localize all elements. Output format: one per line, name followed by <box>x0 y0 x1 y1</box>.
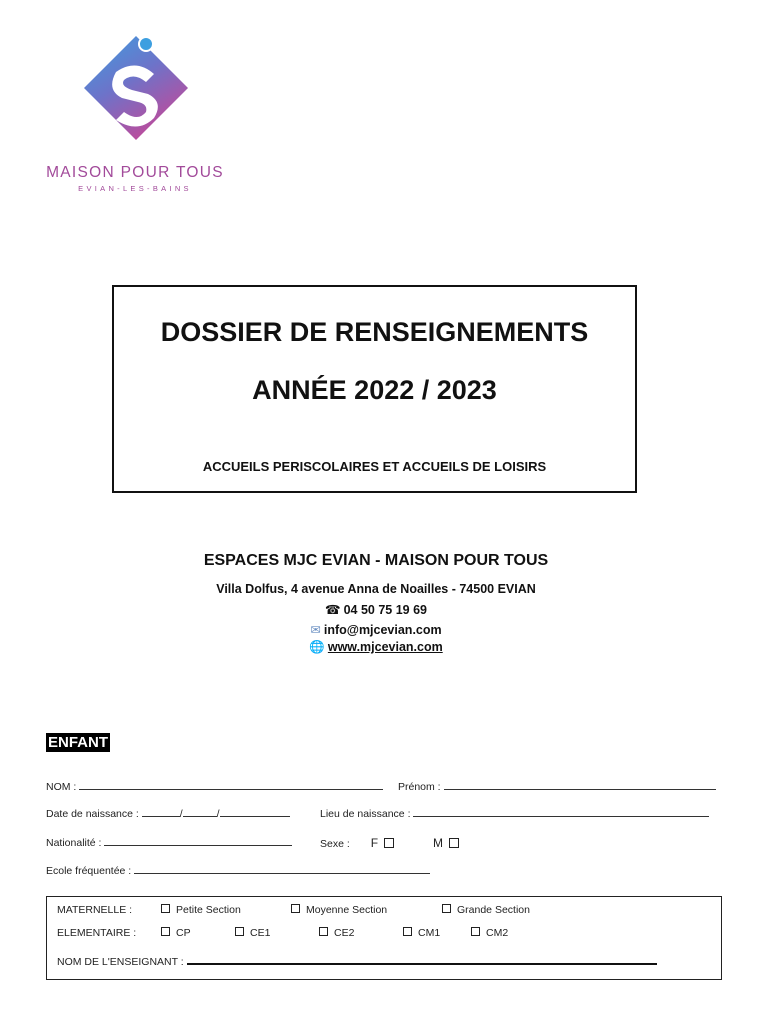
checkbox-icon[interactable] <box>291 904 300 913</box>
option-ce2[interactable]: CE2 <box>319 927 354 939</box>
org-website[interactable] <box>0 640 752 655</box>
sexe-label: Sexe : <box>320 838 350 850</box>
lieu-naissance-input[interactable] <box>413 807 709 817</box>
elementaire-label: ELEMENTAIRE : <box>57 927 137 939</box>
phone-icon: ☎ <box>325 603 341 617</box>
checkbox-icon[interactable] <box>235 927 244 936</box>
ecole-input[interactable] <box>134 864 430 874</box>
document-subtitle: ACCUEILS PERISCOLAIRES ET ACCUEILS DE LOISIRS <box>202 459 547 474</box>
checkbox-icon[interactable] <box>403 927 412 936</box>
sexe-f-label: F <box>370 836 379 850</box>
checkbox-icon[interactable] <box>471 927 480 936</box>
option-cm1[interactable]: CM1 <box>403 927 440 939</box>
option-cp[interactable]: CP <box>161 927 191 939</box>
checkbox-icon[interactable] <box>319 927 328 936</box>
phone-number: 04 50 75 19 69 <box>343 603 427 617</box>
globe-icon: 🌐 <box>309 640 325 654</box>
birth-month-input[interactable] <box>183 807 217 817</box>
nom-label: NOM : <box>46 781 77 793</box>
prenom-input[interactable] <box>444 780 716 790</box>
maison-pour-tous-logo-mark <box>76 28 196 158</box>
enseignant-field[interactable] <box>57 954 657 968</box>
date-naissance-label: Date de naissance : <box>46 808 139 820</box>
sexe-m-label: M <box>432 836 443 850</box>
birth-day-input[interactable] <box>142 807 180 817</box>
checkbox-icon[interactable] <box>442 904 451 913</box>
option-grande-section[interactable]: Grande Section <box>442 904 530 916</box>
nom-input[interactable] <box>79 780 383 790</box>
checkbox-icon[interactable] <box>161 904 170 913</box>
date-naissance-field[interactable]: Date de naissance : / / <box>46 807 290 820</box>
option-moyenne-section[interactable]: Moyenne Section <box>291 904 387 916</box>
logo-name: MAISON POUR TOUS <box>46 164 224 181</box>
website-link[interactable]: www.mjcevian.com <box>327 640 443 654</box>
ecole-field[interactable] <box>46 864 430 877</box>
nationalite-field[interactable] <box>46 836 292 849</box>
org-phone <box>0 602 752 617</box>
nom-field[interactable] <box>46 780 383 793</box>
option-cm2[interactable]: CM2 <box>471 927 508 939</box>
org-email[interactable] <box>0 622 752 637</box>
nationalite-input[interactable] <box>104 836 292 846</box>
prenom-field[interactable] <box>398 780 716 793</box>
enseignant-label: NOM DE L'ENSEIGNANT : <box>57 956 184 968</box>
sexe-m-checkbox[interactable] <box>449 838 459 848</box>
school-level-box <box>46 896 722 980</box>
checkbox-icon[interactable] <box>161 927 170 936</box>
enseignant-input[interactable] <box>187 954 657 965</box>
sexe-field <box>320 836 459 850</box>
org-name: ESPACES MJC EVIAN - MAISON POUR TOUS <box>203 552 549 569</box>
document-year: ANNÉE 2022 / 2023 <box>252 375 497 405</box>
birth-year-input[interactable] <box>220 807 290 817</box>
maternelle-label: MATERNELLE : <box>57 904 133 916</box>
logo <box>40 28 240 198</box>
option-petite-section[interactable]: Petite Section <box>161 904 241 916</box>
logo-subtitle: EVIAN-LES-BAINS <box>78 184 192 193</box>
prenom-label: Prénom : <box>398 781 441 793</box>
section-heading-enfant: ENFANT <box>48 734 108 751</box>
lieu-naissance-label: Lieu de naissance : <box>320 808 411 820</box>
lieu-naissance-field[interactable] <box>320 807 709 820</box>
sexe-f-checkbox[interactable] <box>384 838 394 848</box>
document-title: DOSSIER DE RENSEIGNEMENTS <box>160 317 589 347</box>
ecole-label: Ecole fréquentée : <box>46 865 132 877</box>
nationalite-label: Nationalité : <box>46 837 102 849</box>
option-ce1[interactable]: CE1 <box>235 927 270 939</box>
org-address: Villa Dolfus, 4 avenue Anna de Noailles - 74500 EVIAN <box>216 582 536 596</box>
email-address[interactable]: info@mjcevian.com <box>323 623 442 637</box>
email-icon: ✉ <box>310 623 321 637</box>
title-box <box>112 285 637 493</box>
